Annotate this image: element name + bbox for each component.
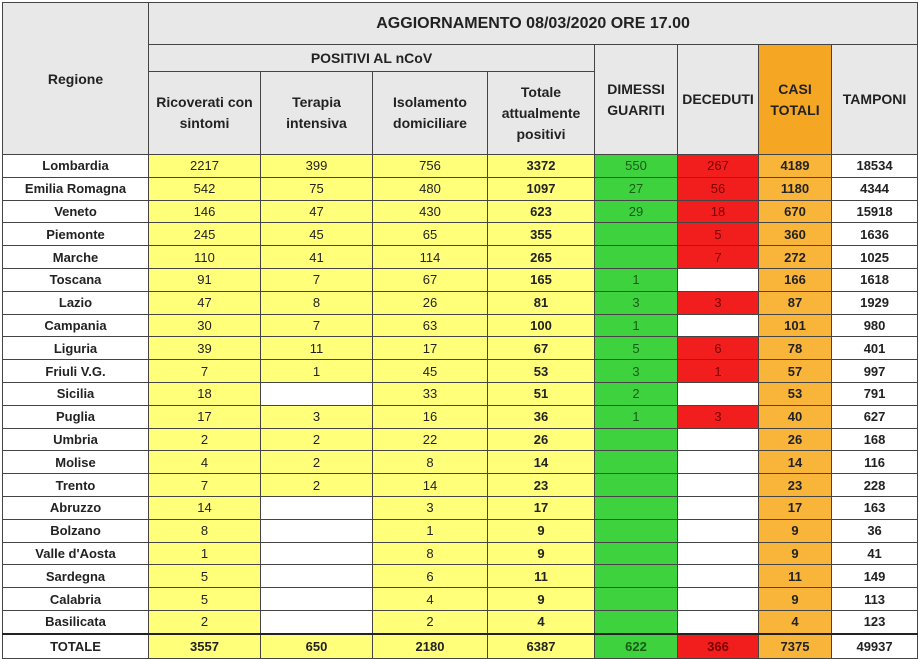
totals-ricoverati: 3557 <box>149 634 261 659</box>
terapia-cell: 47 <box>261 200 373 223</box>
isolamento-cell: 14 <box>373 474 488 497</box>
region-cell: Lazio <box>3 291 149 314</box>
page-title: AGGIORNAMENTO 08/03/2020 ORE 17.00 <box>149 3 918 45</box>
table-row <box>3 177 918 200</box>
region-cell: Calabria <box>3 588 149 611</box>
dimessi-cell <box>595 428 678 451</box>
tamponi-cell: 123 <box>832 610 918 633</box>
terapia-cell: 75 <box>261 177 373 200</box>
table-row <box>3 246 918 269</box>
region-cell: Toscana <box>3 268 149 291</box>
totale-positivi-cell: 23 <box>488 474 595 497</box>
dimessi-cell: 1 <box>595 405 678 428</box>
ricoverati-cell: 1 <box>149 542 261 565</box>
ricoverati-cell: 4 <box>149 451 261 474</box>
isolamento-cell: 26 <box>373 291 488 314</box>
ricoverati-cell: 2 <box>149 610 261 633</box>
dimessi-cell <box>595 496 678 519</box>
totals-casi: 7375 <box>759 634 832 659</box>
casi-totali-cell: 670 <box>759 200 832 223</box>
tamponi-cell: 791 <box>832 382 918 405</box>
dimessi-cell: 3 <box>595 291 678 314</box>
table-row <box>3 610 918 633</box>
totals-terapia: 650 <box>261 634 373 659</box>
ricoverati-cell: 110 <box>149 246 261 269</box>
tamponi-cell: 163 <box>832 496 918 519</box>
dimessi-cell: 1 <box>595 314 678 337</box>
dimessi-cell <box>595 223 678 246</box>
isolamento-cell: 3 <box>373 496 488 519</box>
casi-totali-cell: 4 <box>759 610 832 633</box>
deceduti-cell <box>678 474 759 497</box>
tamponi-cell: 36 <box>832 519 918 542</box>
table-row <box>3 268 918 291</box>
deceduti-cell <box>678 542 759 565</box>
totale-positivi-cell: 1097 <box>488 177 595 200</box>
totale-positivi-cell: 165 <box>488 268 595 291</box>
region-cell: Sardegna <box>3 565 149 588</box>
table-row <box>3 496 918 519</box>
deceduti-cell <box>678 314 759 337</box>
terapia-cell <box>261 610 373 633</box>
isolamento-cell: 63 <box>373 314 488 337</box>
terapia-cell: 2 <box>261 451 373 474</box>
header-positivi: POSITIVI AL nCoV <box>149 45 595 72</box>
ricoverati-cell: 30 <box>149 314 261 337</box>
table-row <box>3 382 918 405</box>
ricoverati-cell: 39 <box>149 337 261 360</box>
table-row <box>3 155 918 178</box>
terapia-cell: 3 <box>261 405 373 428</box>
isolamento-cell: 4 <box>373 588 488 611</box>
ricoverati-cell: 14 <box>149 496 261 519</box>
region-cell: Friuli V.G. <box>3 360 149 383</box>
terapia-cell: 7 <box>261 314 373 337</box>
terapia-cell: 7 <box>261 268 373 291</box>
totale-positivi-cell: 9 <box>488 542 595 565</box>
casi-totali-cell: 166 <box>759 268 832 291</box>
region-cell: Marche <box>3 246 149 269</box>
table-row <box>3 360 918 383</box>
header-isolamento: Isolamento domiciliare <box>373 72 488 155</box>
dimessi-cell <box>595 588 678 611</box>
isolamento-cell: 22 <box>373 428 488 451</box>
ricoverati-cell: 18 <box>149 382 261 405</box>
region-cell: Bolzano <box>3 519 149 542</box>
dimessi-cell <box>595 542 678 565</box>
tamponi-cell: 627 <box>832 405 918 428</box>
isolamento-cell: 45 <box>373 360 488 383</box>
region-cell: Campania <box>3 314 149 337</box>
ricoverati-cell: 47 <box>149 291 261 314</box>
region-cell: Trento <box>3 474 149 497</box>
tamponi-cell: 228 <box>832 474 918 497</box>
tamponi-cell: 1636 <box>832 223 918 246</box>
totale-positivi-cell: 9 <box>488 588 595 611</box>
region-cell: Valle d'Aosta <box>3 542 149 565</box>
isolamento-cell: 2 <box>373 610 488 633</box>
deceduti-cell <box>678 565 759 588</box>
totals-label: TOTALE <box>3 634 149 659</box>
totale-positivi-cell: 623 <box>488 200 595 223</box>
terapia-cell: 2 <box>261 474 373 497</box>
deceduti-cell: 1 <box>678 360 759 383</box>
deceduti-cell <box>678 451 759 474</box>
dimessi-cell <box>595 565 678 588</box>
terapia-cell: 41 <box>261 246 373 269</box>
tamponi-cell: 980 <box>832 314 918 337</box>
ricoverati-cell: 5 <box>149 588 261 611</box>
terapia-cell <box>261 496 373 519</box>
isolamento-cell: 114 <box>373 246 488 269</box>
deceduti-cell: 267 <box>678 155 759 178</box>
isolamento-cell: 6 <box>373 565 488 588</box>
deceduti-cell: 7 <box>678 246 759 269</box>
terapia-cell: 1 <box>261 360 373 383</box>
dimessi-cell: 3 <box>595 360 678 383</box>
deceduti-cell <box>678 496 759 519</box>
tamponi-cell: 997 <box>832 360 918 383</box>
totale-positivi-cell: 36 <box>488 405 595 428</box>
terapia-cell <box>261 565 373 588</box>
ricoverati-cell: 2217 <box>149 155 261 178</box>
region-cell: Sicilia <box>3 382 149 405</box>
tamponi-cell: 1618 <box>832 268 918 291</box>
dimessi-cell: 29 <box>595 200 678 223</box>
casi-totali-cell: 53 <box>759 382 832 405</box>
covid-report-table <box>2 2 918 659</box>
totale-positivi-cell: 11 <box>488 565 595 588</box>
totals-deceduti: 366 <box>678 634 759 659</box>
dimessi-cell: 2 <box>595 382 678 405</box>
table-row <box>3 474 918 497</box>
ricoverati-cell: 17 <box>149 405 261 428</box>
casi-totali-cell: 360 <box>759 223 832 246</box>
terapia-cell <box>261 519 373 542</box>
deceduti-cell: 3 <box>678 291 759 314</box>
tamponi-cell: 113 <box>832 588 918 611</box>
terapia-cell <box>261 542 373 565</box>
totale-positivi-cell: 100 <box>488 314 595 337</box>
totals-tamponi: 49937 <box>832 634 918 659</box>
ricoverati-cell: 7 <box>149 360 261 383</box>
table-row <box>3 519 918 542</box>
table-row <box>3 565 918 588</box>
deceduti-cell <box>678 588 759 611</box>
table-row <box>3 451 918 474</box>
casi-totali-cell: 78 <box>759 337 832 360</box>
ricoverati-cell: 5 <box>149 565 261 588</box>
terapia-cell: 11 <box>261 337 373 360</box>
dimessi-cell: 27 <box>595 177 678 200</box>
totale-positivi-cell: 67 <box>488 337 595 360</box>
region-cell: Liguria <box>3 337 149 360</box>
casi-totali-cell: 272 <box>759 246 832 269</box>
deceduti-cell: 6 <box>678 337 759 360</box>
deceduti-cell <box>678 610 759 633</box>
tamponi-cell: 116 <box>832 451 918 474</box>
header-dimessi: DIMESSI GUARITI <box>595 45 678 155</box>
isolamento-cell: 480 <box>373 177 488 200</box>
dimessi-cell: 1 <box>595 268 678 291</box>
deceduti-cell <box>678 428 759 451</box>
dimessi-cell <box>595 519 678 542</box>
ricoverati-cell: 146 <box>149 200 261 223</box>
dimessi-cell <box>595 451 678 474</box>
ricoverati-cell: 91 <box>149 268 261 291</box>
ricoverati-cell: 245 <box>149 223 261 246</box>
table-row <box>3 337 918 360</box>
terapia-cell <box>261 382 373 405</box>
isolamento-cell: 65 <box>373 223 488 246</box>
deceduti-cell: 56 <box>678 177 759 200</box>
totals-dimessi: 622 <box>595 634 678 659</box>
dimessi-cell <box>595 474 678 497</box>
totals-isolamento: 2180 <box>373 634 488 659</box>
table-row <box>3 200 918 223</box>
header-deceduti: DECEDUTI <box>678 45 759 155</box>
region-cell: Lombardia <box>3 155 149 178</box>
header-regione: Regione <box>3 3 149 155</box>
tamponi-cell: 4344 <box>832 177 918 200</box>
totals-row <box>3 634 918 659</box>
table-row <box>3 405 918 428</box>
region-cell: Piemonte <box>3 223 149 246</box>
region-cell: Basilicata <box>3 610 149 633</box>
totale-positivi-cell: 4 <box>488 610 595 633</box>
dimessi-cell <box>595 610 678 633</box>
table-row <box>3 542 918 565</box>
totale-positivi-cell: 26 <box>488 428 595 451</box>
totale-positivi-cell: 9 <box>488 519 595 542</box>
totale-positivi-cell: 14 <box>488 451 595 474</box>
casi-totali-cell: 57 <box>759 360 832 383</box>
ricoverati-cell: 8 <box>149 519 261 542</box>
header-tamponi: TAMPONI <box>832 45 918 155</box>
dimessi-cell <box>595 246 678 269</box>
header-ricoverati: Ricoverati con sintomi <box>149 72 261 155</box>
ricoverati-cell: 542 <box>149 177 261 200</box>
totals-positivi: 6387 <box>488 634 595 659</box>
totale-positivi-cell: 17 <box>488 496 595 519</box>
totale-positivi-cell: 51 <box>488 382 595 405</box>
isolamento-cell: 17 <box>373 337 488 360</box>
header-casi-totali: CASI TOTALI <box>759 45 832 155</box>
tamponi-cell: 18534 <box>832 155 918 178</box>
casi-totali-cell: 4189 <box>759 155 832 178</box>
totale-positivi-cell: 355 <box>488 223 595 246</box>
terapia-cell: 45 <box>261 223 373 246</box>
totale-positivi-cell: 3372 <box>488 155 595 178</box>
table-row <box>3 314 918 337</box>
casi-totali-cell: 40 <box>759 405 832 428</box>
deceduti-cell <box>678 519 759 542</box>
isolamento-cell: 8 <box>373 542 488 565</box>
ricoverati-cell: 2 <box>149 428 261 451</box>
region-cell: Veneto <box>3 200 149 223</box>
tamponi-cell: 401 <box>832 337 918 360</box>
casi-totali-cell: 1180 <box>759 177 832 200</box>
deceduti-cell: 3 <box>678 405 759 428</box>
totale-positivi-cell: 53 <box>488 360 595 383</box>
terapia-cell: 8 <box>261 291 373 314</box>
region-cell: Emilia Romagna <box>3 177 149 200</box>
region-cell: Puglia <box>3 405 149 428</box>
isolamento-cell: 67 <box>373 268 488 291</box>
tamponi-cell: 15918 <box>832 200 918 223</box>
table-row <box>3 588 918 611</box>
isolamento-cell: 430 <box>373 200 488 223</box>
tamponi-cell: 1929 <box>832 291 918 314</box>
isolamento-cell: 16 <box>373 405 488 428</box>
tamponi-cell: 168 <box>832 428 918 451</box>
region-cell: Umbria <box>3 428 149 451</box>
region-cell: Abruzzo <box>3 496 149 519</box>
isolamento-cell: 1 <box>373 519 488 542</box>
tamponi-cell: 149 <box>832 565 918 588</box>
deceduti-cell: 5 <box>678 223 759 246</box>
terapia-cell: 399 <box>261 155 373 178</box>
totale-positivi-cell: 265 <box>488 246 595 269</box>
dimessi-cell: 550 <box>595 155 678 178</box>
isolamento-cell: 33 <box>373 382 488 405</box>
tamponi-cell: 1025 <box>832 246 918 269</box>
totale-positivi-cell: 81 <box>488 291 595 314</box>
deceduti-cell <box>678 382 759 405</box>
table-row <box>3 291 918 314</box>
terapia-cell <box>261 588 373 611</box>
terapia-cell: 2 <box>261 428 373 451</box>
ricoverati-cell: 7 <box>149 474 261 497</box>
casi-totali-cell: 9 <box>759 519 832 542</box>
deceduti-cell <box>678 268 759 291</box>
isolamento-cell: 756 <box>373 155 488 178</box>
casi-totali-cell: 17 <box>759 496 832 519</box>
region-cell: Molise <box>3 451 149 474</box>
deceduti-cell: 18 <box>678 200 759 223</box>
casi-totali-cell: 101 <box>759 314 832 337</box>
casi-totali-cell: 14 <box>759 451 832 474</box>
table-row <box>3 223 918 246</box>
dimessi-cell: 5 <box>595 337 678 360</box>
table-row <box>3 428 918 451</box>
casi-totali-cell: 9 <box>759 588 832 611</box>
casi-totali-cell: 11 <box>759 565 832 588</box>
header-totale-positivi: Totale attualmente positivi <box>488 72 595 155</box>
casi-totali-cell: 87 <box>759 291 832 314</box>
casi-totali-cell: 9 <box>759 542 832 565</box>
header-terapia: Terapia intensiva <box>261 72 373 155</box>
casi-totali-cell: 23 <box>759 474 832 497</box>
tamponi-cell: 41 <box>832 542 918 565</box>
isolamento-cell: 8 <box>373 451 488 474</box>
casi-totali-cell: 26 <box>759 428 832 451</box>
